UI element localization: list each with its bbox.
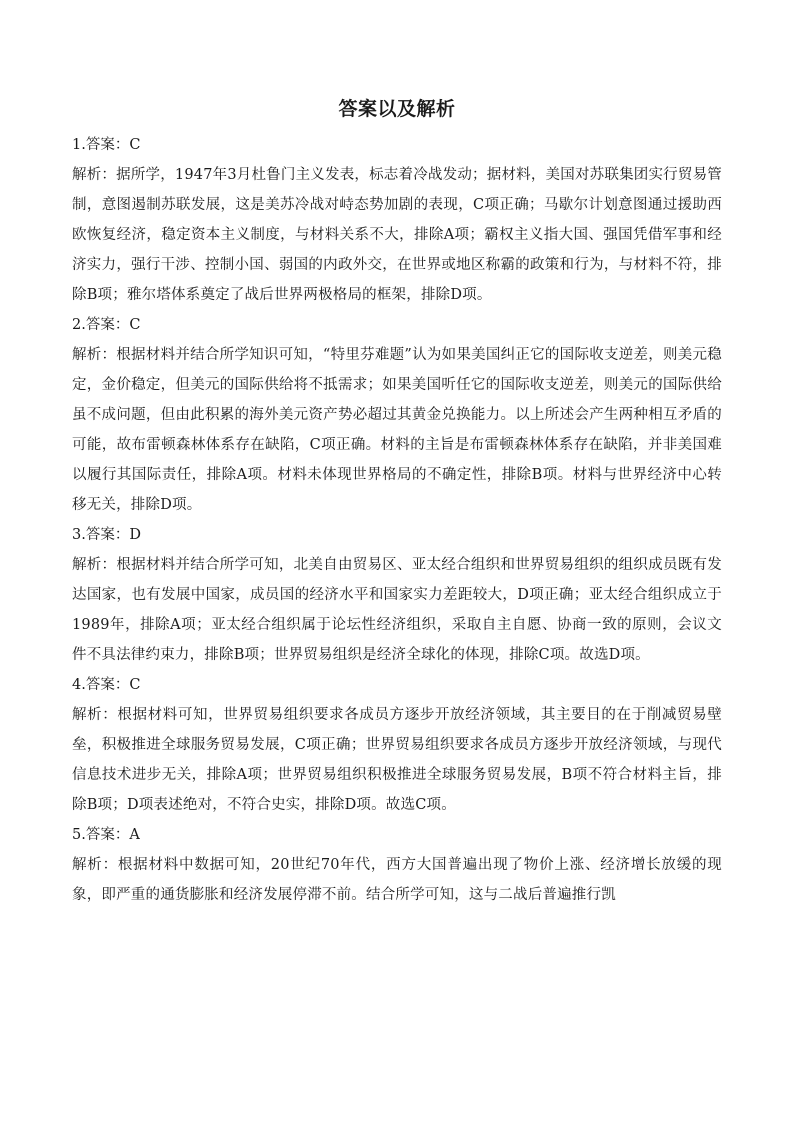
answer-item-4	[72, 670, 722, 820]
analysis-text: 解析：根据材料并结合所学知识可知，“特里芬难题”认为如果美国纠正它的国际收支逆差，则美元稳定，金价稳定，但美元的国际供给将不抵需求；如果美国听任它的国际收支逆差，则美元的国际供给虽不成问题，但由此积累的海外美元资产势必超过其黄金兑换能力。以上所述会产生两种相互矛盾的可能，故布雷顿森林体系存在缺陷，C项正确。材料的主旨是布雷顿森林体系存在缺陷，并非美国难以履行其国际责任，排除A项。材料未体现世界格局的不确定性，排除B项。材料与世界经济中心转移无关，排除D项。	[72, 347, 722, 513]
answer-label: 2.答案：C	[72, 317, 141, 333]
analysis-text: 解析：据所学，1947年3月杜鲁门主义发表，标志着冷战发动；据材料，美国对苏联集团实行贸易管制，意图遏制苏联发展，这是美苏冷战对峙态势加剧的表现，C项正确；马歇尔计划意图通过援助西欧恢复经济，稳定资本主义制度，与材料关系不大，排除A项；霸权主义指大国、强国凭借军事和经济实力，强行干涉、控制小国、弱国的内政外交，在世界或地区称霸的政策和行为，与材料不符，排除B项；雅尔塔体系奠定了战后世界两极格局的框架，排除D项。	[72, 167, 722, 303]
answer-item-5	[72, 820, 722, 910]
answer-list	[72, 130, 722, 910]
analysis-text: 解析：根据材料中数据可知，20世纪70年代，西方大国普遍出现了物价上涨、经济增长放缓的现象，即严重的通货膨胀和经济发展停滞不前。结合所学可知，这与二战后普遍推行凯	[72, 857, 722, 903]
answer-item-3	[72, 520, 722, 670]
answer-label: 1.答案：C	[72, 137, 141, 153]
analysis-text: 解析：根据材料可知，世界贸易组织要求各成员方逐步开放经济领域，其主要目的在于削减贸易壁垒，积极推进全球服务贸易发展，C项正确；世界贸易组织要求各成员方逐步开放经济领域，与现代信息技术进步无关，排除A项；世界贸易组织积极推进全球服务贸易发展，B项不符合材料主旨，排除B项；D项表述绝对，不符合史实，排除D项。故选C项。	[72, 707, 722, 813]
answer-label: 5.答案：A	[72, 827, 140, 843]
answer-label: 4.答案：C	[72, 677, 141, 693]
page-title: 答案以及解析	[338, 98, 456, 120]
answer-item-2	[72, 310, 722, 520]
answer-item-1	[72, 130, 722, 310]
answer-label: 3.答案：D	[72, 527, 141, 543]
analysis-text: 解析：根据材料并结合所学可知，北美自由贸易区、亚太经合组织和世界贸易组织的组织成员既有发达国家，也有发展中国家，成员国的经济水平和国家实力差距较大，D项正确；亚太经合组织成立于1989年，排除A项；亚太经合组织属于论坛性经济组织，采取自主自愿、协商一致的原则，会议文件不具法律约束力，排除B项；世界贸易组织是经济全球化的体现，排除C项。故选D项。	[72, 557, 722, 663]
